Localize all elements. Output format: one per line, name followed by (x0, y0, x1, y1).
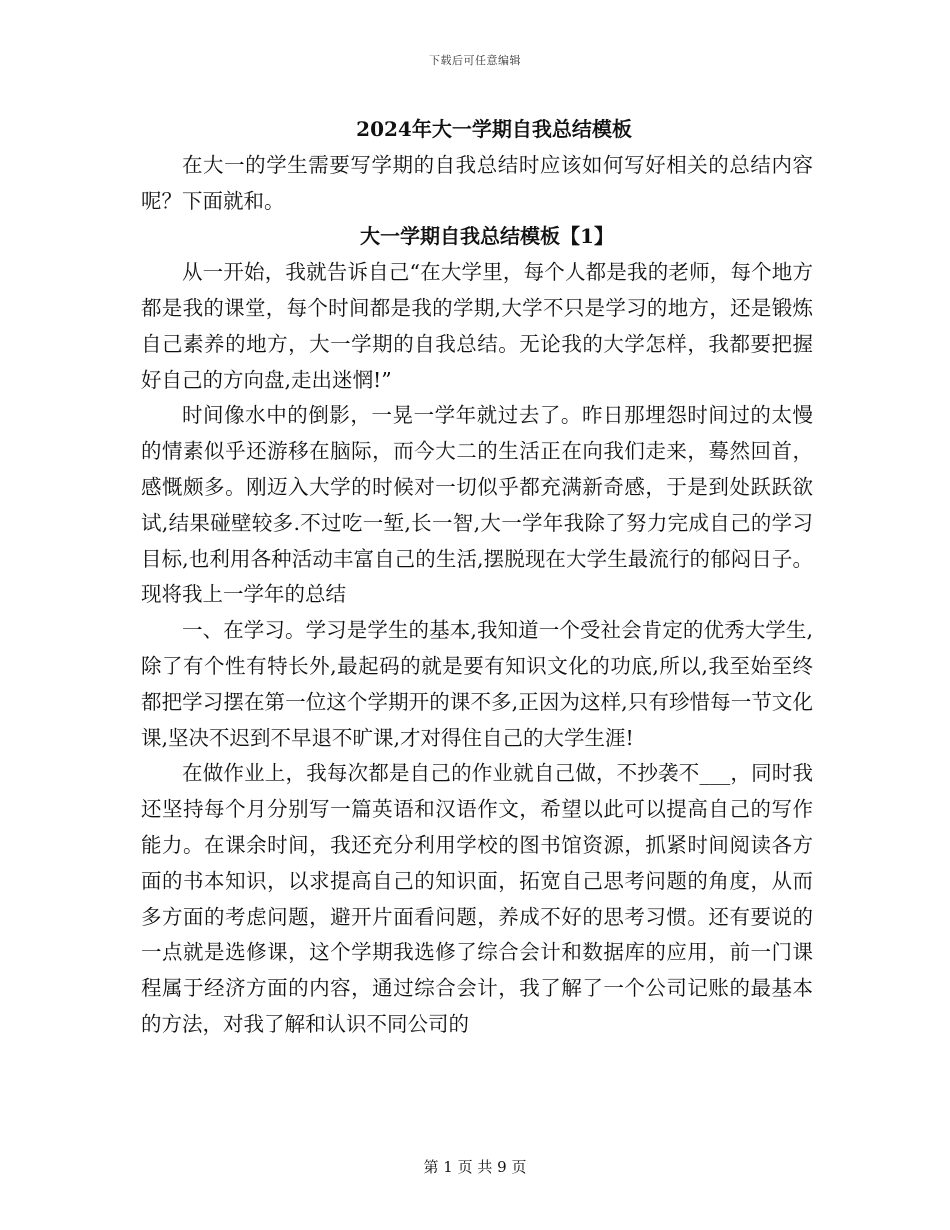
paragraph: 一、在学习。学习是学生的基本,我知道一个受社会肯定的优秀大学生,除了有个性有特长外,最起码的就是要有知识文化的功底,所以,我至始至终都把学习摆在第一位这个学期开的课不多,正因为这样,只有珍惜每一节文化课,坚决不迟到不早退不旷课,才对得住自己的大学生涯! (141, 618, 813, 750)
paragraph: 时间像水中的倒影，一晃一学年就过去了。昨日那埋怨时间过的太慢的情素似乎还游移在脑际，而今大二的生活正在向我们走来，蓦然回首，感慨颇多。刚迈入大学的时候对一切似乎都充满新奇感，于是到处跃跃欲试,结果碰壁较多.不过吃一堑,长一智,大一学年我除了努力完成自己的学习目标,也利用各种活动丰富自己的生活,摆脱现在大学生最流行的郁闷日子。现将我上一学年的总结 (141, 403, 813, 607)
paragraph: 从一开始，我就告诉自己“在大学里，每个人都是我的老师，每个地方都是我的课堂，每个时间都是我的学期,大学不只是学习的地方，还是锻炼自己素养的地方，大一学期的自我总结。无论我的大学怎样，我都要把握好自己的方向盘,走出迷惘!” (141, 260, 813, 392)
page-footer: 第 1 页 共 9 页 (423, 1158, 527, 1176)
document-body (141, 112, 813, 1043)
intro-paragraph: 在大一的学生需要写学期的自我总结时应该如何写好相关的总结内容呢？下面就和。 (141, 152, 813, 213)
section-title: 大一学期自我总结模板【1】 (360, 224, 614, 249)
paragraph: 在做作业上，我每次都是自己的作业就自己做，不抄袭不___，同时我还坚持每个月分别写一篇英语和汉语作文，希望以此可以提高自己的写作能力。在课余时间，我还充分利用学校的图书馆资源，抓紧时间阅读各方面的书本知识，以求提高自己的知识面，拓宽自己思考问题的角度，从而多方面的考虑问题，避开片面看问题，养成不好的思考习惯。还有要说的一点就是选修课，这个学期我选修了综合会计和数据库的应用，前一门课程属于经济方面的内容，通过综合会计，我了解了一个公司记账的最基本的方法，对我了解和认识不同公司的 (141, 761, 813, 1036)
header-note: 下载后可任意编辑 (429, 54, 521, 67)
document-title: 2024年大一学期自我总结模板 (356, 117, 632, 141)
